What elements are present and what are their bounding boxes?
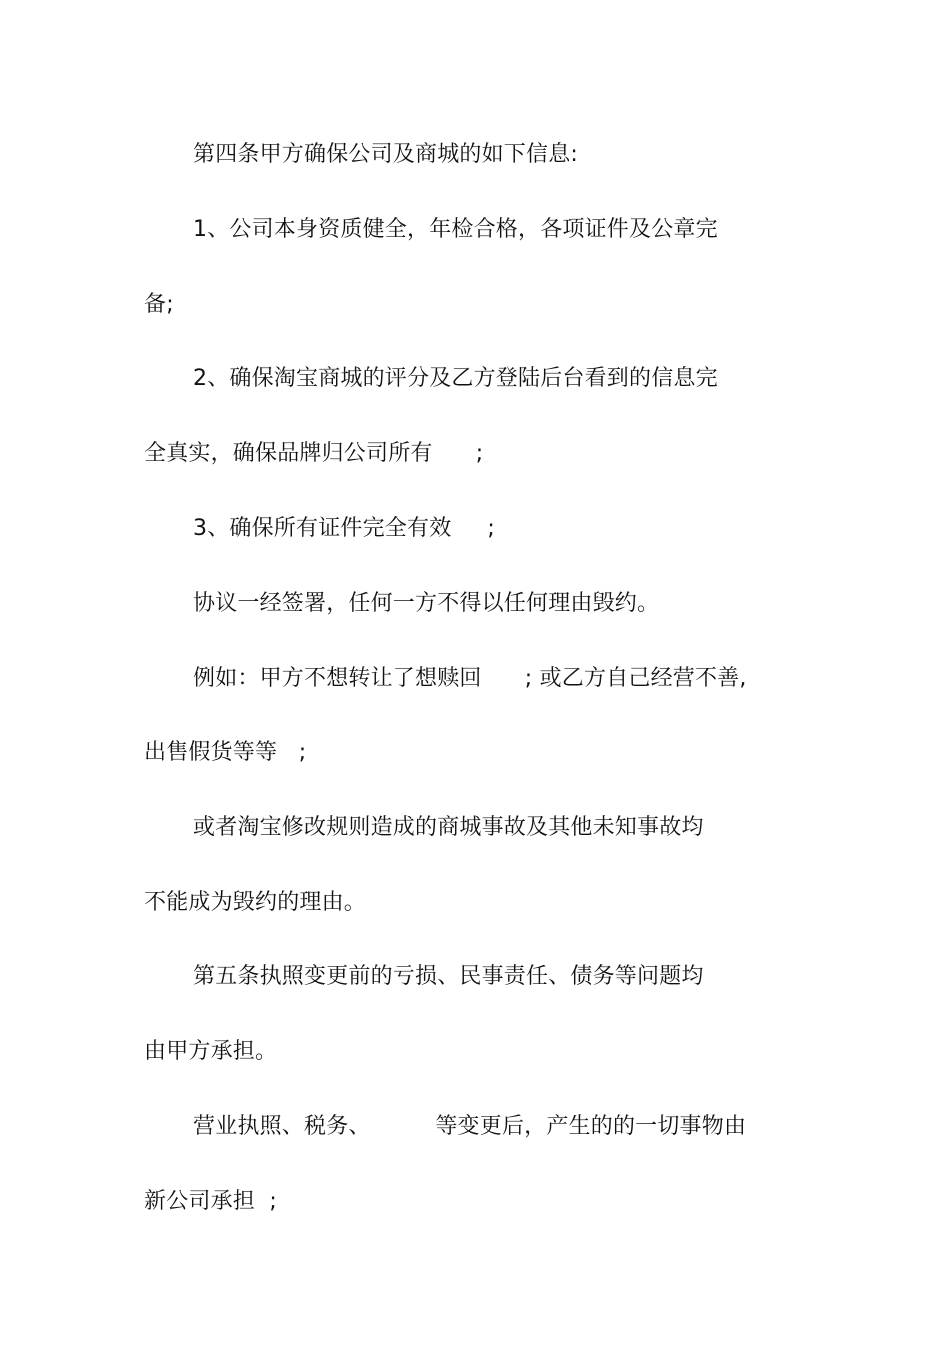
paragraph-line: 由甲方承担。	[144, 1039, 278, 1064]
paragraph-line: 新公司承担 ;	[144, 1189, 277, 1214]
paragraph-line: 协议一经签署，任何一方不得以任何理由毁约。	[193, 591, 660, 616]
paragraph-line: 或者淘宝修改规则造成的商城事故及其他未知事故均	[193, 815, 704, 840]
paragraph-line: 不能成为毁约的理由。	[144, 890, 367, 915]
paragraph-line: 例如：甲方不想转让了想赎回 ; 或乙方自己经营不善,	[193, 666, 747, 691]
paragraph-line: 出售假货等等 ;	[144, 740, 307, 765]
paragraph-line: 3、确保所有证件完全有效 ;	[193, 516, 495, 541]
paragraph-line: 1、公司本身资质健全，年检合格，各项证件及公章完	[193, 217, 718, 242]
paragraph-line: 营业执照、税务、 等变更后，产生的的一切事物由	[193, 1114, 747, 1139]
paragraph-line: 备;	[144, 292, 174, 317]
article-four-heading: 第四条甲方确保公司及商城的如下信息:	[193, 142, 579, 167]
paragraph-line: 2、确保淘宝商城的评分及乙方登陆后台看到的信息完	[193, 366, 718, 391]
article-five-heading: 第五条执照变更前的亏损、民事责任、债务等问题均	[193, 964, 704, 989]
paragraph-line: 全真实，确保品牌归公司所有 ;	[144, 441, 484, 466]
